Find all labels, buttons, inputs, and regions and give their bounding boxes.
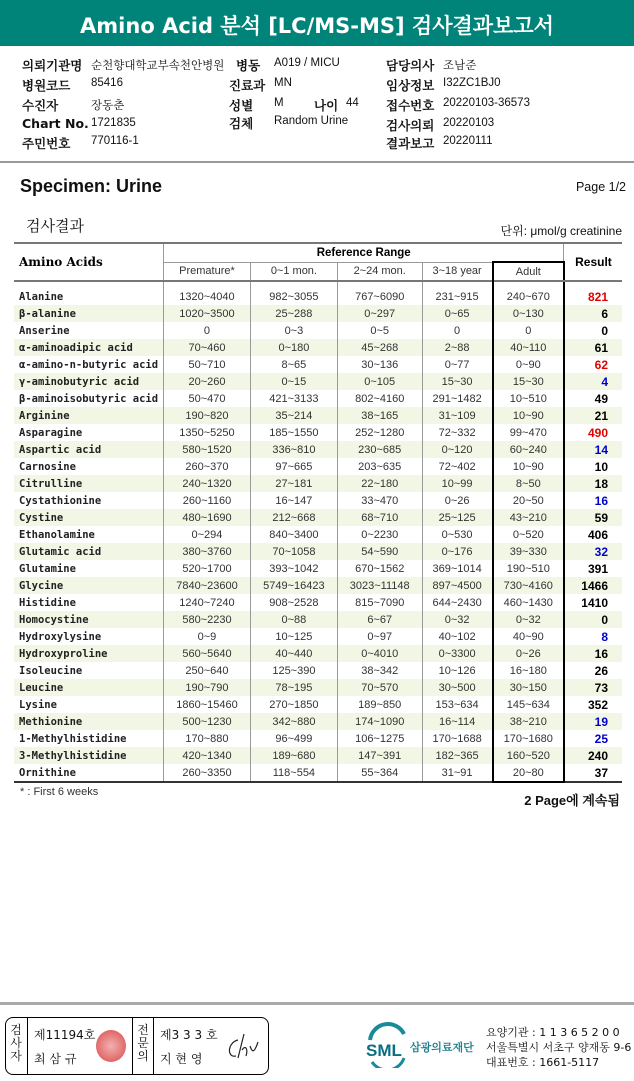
ward-label: 병동	[236, 58, 261, 73]
table-row	[14, 356, 622, 373]
table-row	[14, 339, 622, 356]
amino-acid-name: Glycine	[14, 577, 164, 594]
reference-range-cell: 0~90	[493, 356, 564, 373]
amino-acid-name: Arginine	[14, 407, 164, 424]
reference-range-cell: 0~180	[250, 339, 337, 356]
examiner-label: 검사자	[10, 1023, 22, 1063]
result-value: 26	[564, 662, 622, 679]
dept-label: 진료과	[229, 78, 266, 93]
table-row	[14, 577, 622, 594]
reference-range-cell: 560~5640	[164, 645, 251, 662]
header-col-0: Premature*	[164, 262, 251, 281]
header-amino-acids: Amino Acids	[14, 243, 164, 281]
org-code: 요양기관 : 1 1 3 6 5 2 0 0	[486, 1026, 620, 1039]
sml-logo-icon	[364, 1022, 410, 1068]
reference-range-cell: 240~1320	[164, 475, 251, 492]
reference-range-cell: 0~65	[422, 305, 493, 322]
reference-range-cell: 0~32	[422, 611, 493, 628]
chart-value: 1721835	[91, 117, 136, 129]
table-row	[14, 611, 622, 628]
reference-range-cell: 270~1850	[250, 696, 337, 713]
reference-range-cell: 99~470	[493, 424, 564, 441]
reference-range-cell: 70~460	[164, 339, 251, 356]
result-value: 49	[564, 390, 622, 407]
result-value: 1410	[564, 594, 622, 611]
reference-range-cell: 0~88	[250, 611, 337, 628]
reference-range-cell: 0~32	[493, 611, 564, 628]
id-label: 주민번호	[22, 136, 71, 151]
reference-range-cell: 40~102	[422, 628, 493, 645]
amino-acid-name: Ethanolamine	[19, 528, 95, 541]
result-value: 21	[564, 407, 622, 424]
amino-acid-name: 1-Methylhistidine	[19, 732, 127, 745]
sex-label: 성별	[229, 98, 254, 113]
reference-range-cell: 393~1042	[250, 560, 337, 577]
amino-acid-name: Isoleucine	[19, 664, 83, 677]
result-value: 240	[564, 747, 622, 764]
chart-label: Chart No.	[22, 116, 89, 131]
result-value: 6	[564, 305, 622, 322]
receipt-label: 접수번호	[386, 98, 435, 113]
amino-acid-name: Cystine	[14, 509, 164, 526]
age-value: 44	[346, 97, 359, 109]
reference-range-cell: 39~330	[493, 543, 564, 560]
amino-acid-name: Glutamic acid	[14, 543, 164, 560]
reference-range-cell: 730~4160	[493, 577, 564, 594]
id-value: 770116-1	[91, 135, 139, 147]
reference-range-cell: 240~670	[493, 281, 564, 305]
reference-range-cell: 1320~4040	[164, 281, 251, 305]
age-label: 나이	[314, 98, 339, 113]
code-value: 85416	[91, 77, 123, 89]
reference-range-cell: 500~1230	[164, 713, 251, 730]
table-row	[14, 322, 622, 339]
amino-acid-name: Citrulline	[14, 475, 164, 492]
unit-label: 단위: μmol/g creatinine	[500, 224, 622, 238]
reference-range-cell: 0~5	[337, 322, 422, 339]
reference-range-cell: 0~26	[422, 492, 493, 509]
amino-acid-name: Hydroxylysine	[19, 630, 102, 643]
result-value: 61	[564, 339, 622, 356]
reference-range-cell: 72~332	[422, 424, 493, 441]
table-row	[14, 475, 622, 492]
reference-range-cell: 153~634	[422, 696, 493, 713]
reference-range-cell: 31~91	[422, 764, 493, 782]
ward-value: A019 / MICU	[274, 57, 340, 69]
reference-range-cell: 20~80	[493, 764, 564, 782]
patient-label: 수진자	[22, 98, 59, 113]
result-value: 1466	[564, 577, 622, 594]
table-row	[14, 679, 622, 696]
table-row	[14, 543, 622, 560]
page-number: Page 1/2	[575, 180, 626, 194]
reference-range-cell: 22~180	[337, 475, 422, 492]
examiner-number: 제11194호	[34, 1028, 96, 1042]
reference-range-cell: 815~7090	[337, 594, 422, 611]
specimen-heading: Specimen: Urine	[20, 176, 163, 196]
report-value: 20220111	[443, 135, 493, 147]
reference-range-cell: 30~500	[422, 679, 493, 696]
reference-range-cell: 38~342	[337, 662, 422, 679]
reference-range-cell: 50~710	[164, 356, 251, 373]
reference-range-cell: 212~668	[250, 509, 337, 526]
reference-range-cell: 16~147	[250, 492, 337, 509]
specialist-name: 지 현 영	[160, 1052, 203, 1066]
request-value: 20220103	[443, 117, 495, 129]
reference-range-cell: 20~50	[493, 492, 564, 509]
table-row	[14, 390, 622, 407]
reference-range-cell: 40~110	[493, 339, 564, 356]
result-value: 821	[564, 281, 622, 305]
reference-range-cell: 106~1275	[337, 730, 422, 747]
signature-icon	[224, 1032, 260, 1062]
reference-range-cell: 0	[493, 322, 564, 339]
amino-acid-name: Lysine	[19, 698, 57, 711]
reference-range-cell: 8~65	[250, 356, 337, 373]
result-value: 391	[564, 560, 622, 577]
table-row	[14, 281, 622, 305]
doctor-label: 담당의사	[386, 58, 435, 73]
amino-acid-name: Glutamine	[19, 562, 76, 575]
result-value: 73	[564, 679, 622, 696]
amino-acid-name: Hydroxyproline	[14, 645, 164, 662]
reference-range-cell: 0~520	[493, 526, 564, 543]
reference-range-cell: 0~130	[493, 305, 564, 322]
result-value: 8	[564, 628, 622, 645]
seal-stamp-icon	[96, 1030, 126, 1062]
result-value: 10	[564, 458, 622, 475]
reference-range-cell: 72~402	[422, 458, 493, 475]
reference-range-cell: 480~1690	[164, 509, 251, 526]
doctor-value: 조남준	[443, 60, 477, 72]
hospital-label: 의뢰기관명	[22, 58, 83, 73]
patient-value: 장동춘	[91, 100, 125, 112]
amino-acid-name: Methionine	[14, 713, 164, 730]
amino-acid-name: α-aminoadipic acid	[14, 339, 164, 356]
specimen-value: Random Urine	[274, 115, 349, 127]
reference-range-cell: 125~390	[250, 662, 337, 679]
reference-range-cell: 70~570	[337, 679, 422, 696]
amino-acid-name: Aspartic acid	[14, 441, 164, 458]
reference-range-cell: 7840~23600	[164, 577, 251, 594]
reference-range-cell: 30~136	[337, 356, 422, 373]
amino-acid-name: Homocystine	[14, 611, 164, 628]
reference-range-cell: 31~109	[422, 407, 493, 424]
result-value: 4	[564, 373, 622, 390]
reference-range-cell: 170~880	[164, 730, 251, 747]
reference-range-cell: 580~1520	[164, 441, 251, 458]
result-value: 406	[564, 526, 622, 543]
reference-range-cell: 190~790	[164, 679, 251, 696]
reference-range-cell: 252~1280	[337, 424, 422, 441]
reference-range-cell: 185~1550	[250, 424, 337, 441]
reference-range-cell: 50~470	[164, 390, 251, 407]
reference-range-cell: 147~391	[337, 747, 422, 764]
reference-range-cell: 291~1482	[422, 390, 493, 407]
amino-acid-name: Anserine	[19, 324, 70, 337]
result-value: 14	[564, 441, 622, 458]
code-label: 병원코드	[22, 78, 71, 93]
reference-range-cell: 145~634	[493, 696, 564, 713]
reference-range-cell: 0~4010	[337, 645, 422, 662]
result-value: 16	[564, 492, 622, 509]
examiner-name: 최 삼 규	[34, 1052, 77, 1066]
reference-range-cell: 802~4160	[337, 390, 422, 407]
result-value: 490	[564, 424, 622, 441]
header-result: Result	[564, 243, 622, 281]
reference-range-cell: 369~1014	[422, 560, 493, 577]
reference-range-cell: 190~510	[493, 560, 564, 577]
dept-value: MN	[274, 77, 292, 89]
reference-range-cell: 0~105	[337, 373, 422, 390]
reference-range-cell: 27~181	[250, 475, 337, 492]
reference-range-cell: 118~554	[250, 764, 337, 782]
table-row	[14, 458, 622, 475]
result-value: 18	[564, 475, 622, 492]
reference-range-cell: 6~67	[337, 611, 422, 628]
reference-range-cell: 260~370	[164, 458, 251, 475]
reference-range-cell: 231~915	[422, 281, 493, 305]
reference-range-cell: 40~440	[250, 645, 337, 662]
reference-range-cell: 580~2230	[164, 611, 251, 628]
reference-range-cell: 189~850	[337, 696, 422, 713]
reference-range-cell: 10~126	[422, 662, 493, 679]
svg-text:SML: SML	[366, 1041, 402, 1060]
reference-range-cell: 10~90	[493, 407, 564, 424]
reference-range-cell: 0~9	[164, 628, 251, 645]
org-phone: 대표번호 : 1661-5117	[486, 1056, 600, 1069]
result-value: 59	[564, 509, 622, 526]
reference-range-cell: 0~294	[164, 526, 251, 543]
result-value: 25	[564, 730, 622, 747]
reference-range-cell: 16~114	[422, 713, 493, 730]
reference-range-cell: 38~210	[493, 713, 564, 730]
reference-range-cell: 20~260	[164, 373, 251, 390]
org-address: 서울특별시 서초구 양재동 9-6	[486, 1041, 632, 1054]
continued-note: 2 Page에 계속됨	[524, 793, 620, 808]
reference-range-cell: 25~288	[250, 305, 337, 322]
header-col-2: 2~24 mon.	[337, 262, 422, 281]
amino-acid-name: Asparagine	[19, 426, 83, 439]
reference-range-cell: 97~665	[250, 458, 337, 475]
table-row	[14, 424, 622, 441]
header-col-3: 3~18 year	[422, 262, 493, 281]
reference-range-cell: 520~1700	[164, 560, 251, 577]
reference-range-cell: 840~3400	[250, 526, 337, 543]
table-row	[14, 560, 622, 577]
clinical-label: 임상정보	[386, 78, 435, 93]
reference-range-cell: 908~2528	[250, 594, 337, 611]
org-name: 삼광의료재단	[410, 1041, 474, 1054]
reference-range-cell: 160~520	[493, 747, 564, 764]
reference-range-cell: 190~820	[164, 407, 251, 424]
reference-range-cell: 10~90	[493, 458, 564, 475]
result-value: 37	[564, 764, 622, 782]
reference-range-cell: 250~640	[164, 662, 251, 679]
reference-range-cell: 336~810	[250, 441, 337, 458]
reference-range-cell: 78~195	[250, 679, 337, 696]
reference-range-cell: 55~364	[337, 764, 422, 782]
reference-range-cell: 15~30	[493, 373, 564, 390]
reference-range-cell: 10~125	[250, 628, 337, 645]
reference-range-cell: 230~685	[337, 441, 422, 458]
table-row	[14, 509, 622, 526]
reference-range-cell: 96~499	[250, 730, 337, 747]
reference-range-cell: 0~15	[250, 373, 337, 390]
sex-value: M	[274, 97, 284, 109]
amino-acid-name: 3-Methylhistidine	[14, 747, 164, 764]
reference-range-cell: 0~26	[493, 645, 564, 662]
divider	[0, 161, 634, 163]
reference-range-cell: 174~1090	[337, 713, 422, 730]
table-row	[14, 628, 622, 645]
reference-range-cell: 0~530	[422, 526, 493, 543]
reference-range-cell: 10~510	[493, 390, 564, 407]
result-value: 19	[564, 713, 622, 730]
reference-range-cell: 15~30	[422, 373, 493, 390]
reference-range-cell: 1240~7240	[164, 594, 251, 611]
reference-range-cell: 421~3133	[250, 390, 337, 407]
reference-range-cell: 0~176	[422, 543, 493, 560]
result-value: 352	[564, 696, 622, 713]
reference-range-cell: 60~240	[493, 441, 564, 458]
reference-range-cell: 982~3055	[250, 281, 337, 305]
reference-range-cell: 182~365	[422, 747, 493, 764]
table-row	[14, 662, 622, 679]
reference-range-cell: 45~268	[337, 339, 422, 356]
reference-range-cell: 203~635	[337, 458, 422, 475]
reference-range-cell: 380~3760	[164, 543, 251, 560]
report-title: Amino Acid 분석 [LC/MS-MS] 검사결과보고서	[0, 0, 634, 46]
reference-range-cell: 33~470	[337, 492, 422, 509]
reference-range-cell: 70~1058	[250, 543, 337, 560]
amino-acid-name: Cystathionine	[19, 494, 102, 507]
table-row	[14, 373, 622, 390]
reference-range-cell: 1020~3500	[164, 305, 251, 322]
reference-range-cell: 54~590	[337, 543, 422, 560]
reference-range-cell: 38~165	[337, 407, 422, 424]
table-row	[14, 492, 622, 509]
reference-range-cell: 16~180	[493, 662, 564, 679]
header-col-1: 0~1 mon.	[250, 262, 337, 281]
specimen-label: 검체	[229, 116, 254, 131]
reference-range-cell: 170~1688	[422, 730, 493, 747]
reference-range-cell: 0~120	[422, 441, 493, 458]
table-row	[14, 730, 622, 747]
footnote: * : First 6 weeks	[20, 786, 99, 798]
amino-acid-name: β-alanine	[14, 305, 164, 322]
signature-box	[5, 1017, 269, 1075]
reference-range-cell: 342~880	[250, 713, 337, 730]
reference-range-cell: 0~97	[337, 628, 422, 645]
result-value: 62	[564, 356, 622, 373]
report-label: 결과보고	[386, 136, 435, 151]
reference-range-cell: 260~3350	[164, 764, 251, 782]
clinical-value: I32ZC1BJ0	[443, 77, 501, 89]
result-value: 0	[564, 611, 622, 628]
table-row	[14, 645, 622, 662]
specialist-number: 제3 3 3 호	[160, 1028, 218, 1042]
header-reference-range: Reference Range	[164, 243, 564, 262]
reference-range-cell: 40~90	[493, 628, 564, 645]
request-label: 검사의뢰	[386, 118, 435, 133]
header-col-4: Adult	[493, 262, 564, 281]
reference-range-cell: 68~710	[337, 509, 422, 526]
reference-range-cell: 0~3	[250, 322, 337, 339]
reference-range-cell: 30~150	[493, 679, 564, 696]
reference-range-cell: 0	[164, 322, 251, 339]
reference-range-cell: 420~1340	[164, 747, 251, 764]
amino-acid-name: Leucine	[14, 679, 164, 696]
reference-range-cell: 0~77	[422, 356, 493, 373]
result-value: 0	[564, 322, 622, 339]
reference-range-cell: 25~125	[422, 509, 493, 526]
reference-range-cell: 35~214	[250, 407, 337, 424]
reference-range-cell: 3023~11148	[337, 577, 422, 594]
amino-acid-name: Ornithine	[19, 766, 76, 779]
amino-acid-name: α-amino-n-butyric acid	[19, 358, 159, 371]
reference-range-cell: 8~50	[493, 475, 564, 492]
table-row	[14, 713, 622, 730]
receipt-value: 20220103-36573	[443, 97, 530, 109]
amino-acid-name: β-aminoisobutyric acid	[19, 392, 159, 405]
result-value: 32	[564, 543, 622, 560]
reference-range-cell: 170~1680	[493, 730, 564, 747]
reference-range-cell: 5749~16423	[250, 577, 337, 594]
reference-range-cell: 260~1160	[164, 492, 251, 509]
table-row	[14, 305, 622, 322]
amino-acid-name: Alanine	[19, 290, 64, 303]
reference-range-cell: 43~210	[493, 509, 564, 526]
amino-acid-name: γ-aminobutyric acid	[14, 373, 164, 390]
amino-acid-name: Carnosine	[19, 460, 76, 473]
reference-range-cell: 0~3300	[422, 645, 493, 662]
reference-range-cell: 0~297	[337, 305, 422, 322]
reference-range-cell: 0~2230	[337, 526, 422, 543]
reference-range-cell: 0	[422, 322, 493, 339]
reference-range-cell: 1350~5250	[164, 424, 251, 441]
reference-range-cell: 644~2430	[422, 594, 493, 611]
table-row	[14, 526, 622, 543]
reference-range-cell: 10~99	[422, 475, 493, 492]
reference-range-cell: 2~88	[422, 339, 493, 356]
table-row	[14, 747, 622, 764]
reference-range-cell: 189~680	[250, 747, 337, 764]
reference-range-cell: 460~1430	[493, 594, 564, 611]
table-row	[14, 441, 622, 458]
results-table	[14, 242, 622, 783]
reference-range-cell: 897~4500	[422, 577, 493, 594]
table-row	[14, 594, 622, 611]
reference-range-cell: 1860~15460	[164, 696, 251, 713]
table-row	[14, 407, 622, 424]
result-value: 16	[564, 645, 622, 662]
footer-divider	[0, 1002, 634, 1005]
table-row	[14, 696, 622, 713]
reference-range-cell: 670~1562	[337, 560, 422, 577]
table-row	[14, 764, 622, 782]
hospital-value: 순천향대학교부속천안병원	[91, 60, 225, 72]
amino-acid-name: Histidine	[19, 596, 76, 609]
section-title: 검사결과	[26, 217, 84, 235]
specialist-label: 전문의	[137, 1023, 149, 1063]
reference-range-cell: 767~6090	[337, 281, 422, 305]
